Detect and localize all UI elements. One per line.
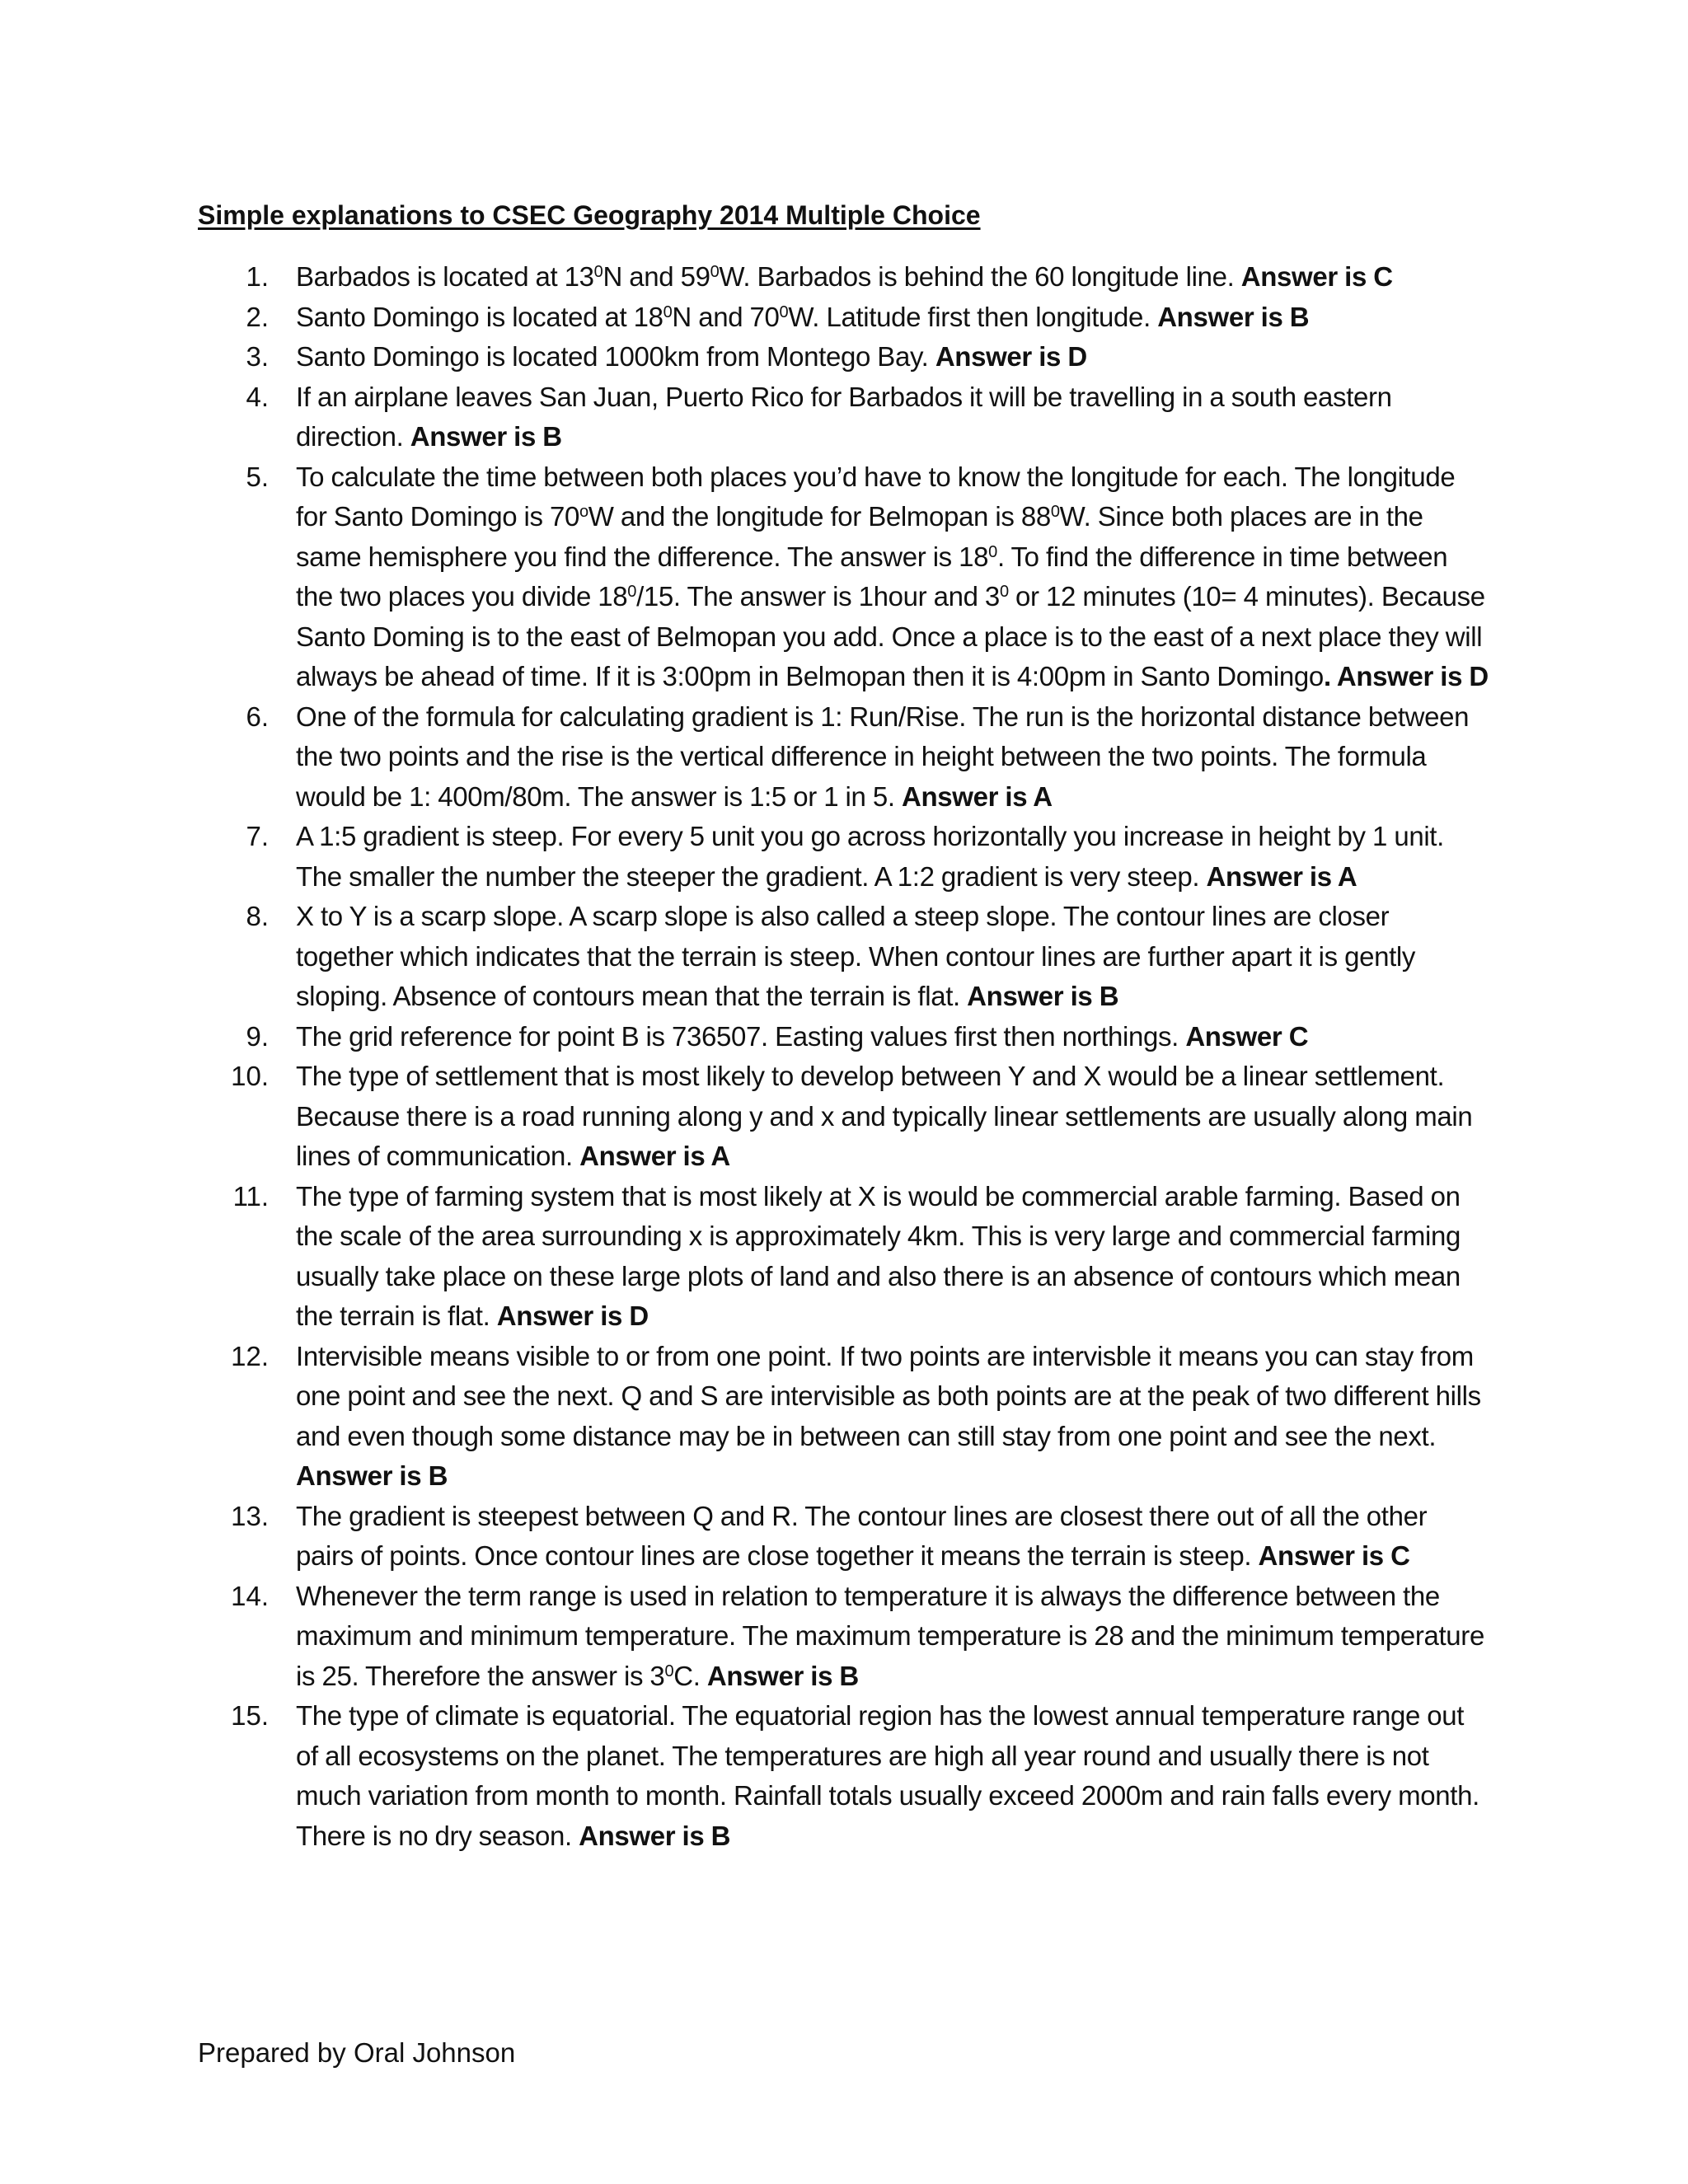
list-item-text — [296, 1177, 1491, 1337]
list-item-text — [296, 1577, 1491, 1697]
text-segment: X to Y is a scarp slope. A scarp slope is also called a steep slope. The contour lines are closer together which indicates that the terrain is steep. When contour lines are further apart it is gently sloping. Absence of contours mean that the terrain is flat. — [296, 901, 1416, 1011]
answer-label: Answer is C — [1258, 1540, 1410, 1571]
list-item — [0, 1057, 1688, 1177]
list-item-text — [296, 897, 1491, 1017]
answer-label: Answer is B — [706, 1660, 859, 1691]
list-item-number: 10. — [231, 1061, 269, 1091]
text-segment: The gradient is steepest between Q and R. The contour lines are closest there out of all the other pairs of points. Once contour lines are close together it means the terrain is steep. — [296, 1500, 1428, 1571]
answer-label: Answer is A — [901, 780, 1053, 812]
text-segment: One of the formula for calculating gradient is 1: Run/Rise. The run is the horizontal distance between the two points and the rise is the vertical difference in height between the two points. The formula would be 1: 400m/80m. The answer is 1:5 or 1 in 5. — [296, 701, 1470, 812]
list-item-number: 4. — [246, 381, 269, 412]
list-item — [0, 337, 1688, 377]
list-item-number: 14. — [231, 1580, 269, 1611]
list-item-text — [296, 1497, 1491, 1577]
text-segment: The type of climate is equatorial. The equatorial region has the lowest annual temperature range out of all ecosystems on the planet. The temperatures are high all year round and usually there is not much variation from month to month. Rainfall totals usually exceed 2000m and rain falls every month. There is no dry season. — [296, 1700, 1479, 1851]
list-item-number: 9. — [246, 1020, 269, 1052]
document-footer: Prepared by Oral Johnson — [198, 2037, 516, 2068]
list-item-number: 15. — [231, 1700, 269, 1731]
superscript: 0 — [988, 542, 997, 561]
text-segment: W. Since both places are in the same hemisphere you find the difference. The answer is 18 — [296, 501, 1423, 572]
list-item — [0, 257, 1688, 298]
list-item-text — [296, 817, 1491, 897]
answer-label: . Answer is D — [1323, 661, 1489, 691]
text-segment: To calculate the time between both places you’d have to know the longitude for each. The longitude for Santo Domingo is 70 — [296, 461, 1456, 532]
superscript: 0 — [627, 583, 637, 601]
list-item — [0, 897, 1688, 1017]
text-segment: A 1:5 gradient is steep. For every 5 unit you go across horizontally you increase in height by 1 unit. The smaller the number the steeper the gradient. A 1:2 gradient is very steep. — [296, 821, 1444, 892]
text-segment: Intervisible means visible to or from one point. If two points are intervisble it means you can stay from one point and see the next. Q and S are intervisible as both points are at the peak of two different hills and even though some distance may be in between can still stay from one point and see the next. — [296, 1340, 1481, 1451]
answer-label: Answer is B — [296, 1460, 448, 1491]
list-item-number: 2. — [246, 301, 269, 332]
list-item — [0, 298, 1688, 338]
text-segment: The grid reference for point B is 736507. Easting values first then northings. — [296, 1020, 1186, 1052]
text-segment: Santo Domingo is located at 18 — [296, 301, 663, 332]
superscript: 0 — [710, 263, 720, 281]
text-segment: The type of farming system that is most likely at X is would be commercial arable farming. Based on the scale of the area surrounding x is approximately 4km. This is very large and commercial farming usually take place on these large plots of land and also there is an absence of contours which mean the terrain is flat. — [296, 1180, 1461, 1331]
superscript: 0 — [779, 302, 789, 321]
list-item-number: 8. — [246, 901, 269, 931]
list-item-text — [296, 1696, 1491, 1856]
text-segment: Santo Domingo is located 1000km from Montego Bay. — [296, 341, 935, 372]
superscript: 0 — [999, 583, 1009, 601]
list-item-text — [296, 1017, 1491, 1057]
list-item-number: 1. — [246, 261, 269, 292]
text-segment: Barbados is located at 13 — [296, 261, 594, 292]
text-segment: or 12 minutes (10= 4 minutes). Because Santo Doming is to the east of Belmopan you add. Once a place is to the east of a next place they will always be ahead of time. If it is 3:00pm in Belmopan then it is 4:00pm in Santo Domingo — [296, 581, 1485, 691]
answer-label: Answer is A — [1206, 860, 1357, 892]
text-segment: W. Latitude first then longitude. — [788, 301, 1158, 332]
superscript: 0 — [593, 263, 603, 281]
list-item — [0, 697, 1688, 818]
list-item — [0, 377, 1688, 457]
list-item — [0, 457, 1688, 697]
list-item — [0, 1177, 1688, 1337]
text-segment: N and 59 — [603, 261, 710, 292]
list-item — [0, 1497, 1688, 1577]
text-segment: Whenever the term range is used in relation to temperature it is always the difference between the maximum and minimum temperature. The maximum temperature is 28 and the minimum temperature is 25. Therefore the answer is 3 — [296, 1580, 1484, 1691]
list-item — [0, 1017, 1688, 1057]
answer-label: Answer is B — [579, 1820, 731, 1851]
list-item — [0, 1337, 1688, 1497]
list-item-number: 11. — [232, 1180, 269, 1212]
superscript: 0 — [664, 1661, 674, 1680]
text-segment: The type of settlement that is most likely to develop between Y and X would be a linear settlement. Because there is a road running along y and x and typically linear settlements are usually along main lines of communication. — [296, 1061, 1473, 1171]
list-item-number: 3. — [246, 341, 269, 372]
text-segment: . To find the difference in time between the two places you divide 18 — [296, 541, 1448, 612]
text-segment: N and 70 — [672, 301, 780, 332]
answer-label: Answer is A — [579, 1141, 730, 1171]
document-title: Simple explanations to CSEC Geography 2014 Multiple Choice — [198, 200, 981, 230]
list-item-text — [296, 697, 1491, 818]
text-segment: C. — [673, 1660, 707, 1691]
list-item-text — [296, 1337, 1491, 1497]
text-segment: W. Barbados is behind the 60 longitude line. — [719, 261, 1241, 292]
answer-label: Answer is D — [935, 341, 1087, 372]
list-item-text — [296, 337, 1491, 377]
list-item-number: 7. — [246, 821, 269, 851]
list-item-text — [296, 298, 1491, 338]
text-segment: /15. The answer is 1hour and 3 — [636, 581, 1000, 612]
list-item-number: 5. — [246, 461, 269, 492]
list-item — [0, 1696, 1688, 1856]
list-item-text — [296, 377, 1491, 457]
list-item-text — [296, 1057, 1491, 1177]
superscript: 0 — [663, 302, 673, 321]
superscript: o — [579, 503, 588, 521]
list-item-text — [296, 257, 1491, 298]
answer-label: Answer C — [1185, 1020, 1309, 1052]
answer-label: Answer is B — [410, 421, 562, 452]
answer-label: Answer is B — [1157, 301, 1310, 332]
answer-label: Answer is D — [496, 1301, 649, 1331]
list-item-number: 12. — [231, 1340, 269, 1371]
list-item-number: 13. — [231, 1500, 269, 1531]
list-item — [0, 817, 1688, 897]
answer-label: Answer is C — [1240, 261, 1393, 292]
text-segment: W and the longitude for Belmopan is 88 — [588, 501, 1051, 532]
answer-list — [0, 257, 1688, 1856]
list-item — [0, 1577, 1688, 1697]
list-item-number: 6. — [246, 701, 269, 732]
superscript: 0 — [1050, 503, 1060, 521]
answer-label: Answer is B — [967, 981, 1119, 1011]
list-item-text — [296, 457, 1491, 697]
text-segment: If an airplane leaves San Juan, Puerto Rico for Barbados it will be travelling in a south eastern direction. — [296, 381, 1392, 452]
